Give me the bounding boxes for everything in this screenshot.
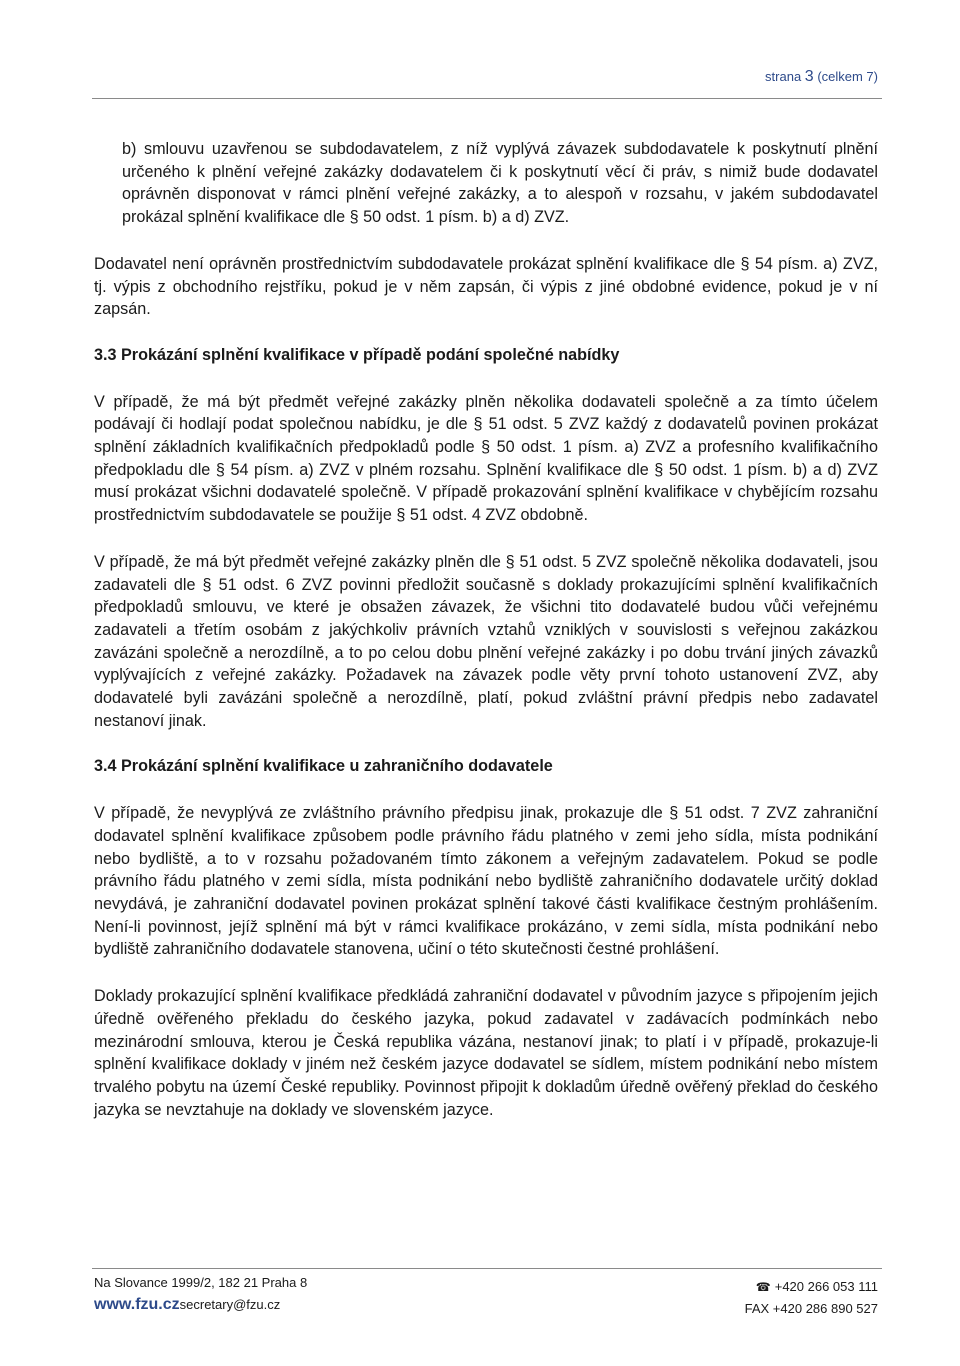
footer-website[interactable]: www.fzu.cz — [94, 1296, 180, 1313]
document-body — [94, 138, 878, 1121]
paragraph-b: b) smlouvu uzavřenou se subdodavatelem, z níž vyplývá závazek subdodavatele k poskytnutí plnění určeného k plnění veřejné zakázky dodavatelem či k poskytnutí věcí či práv, s nimiž bude dodavatel oprávněn disponovat v rámci plnění veřejné zakázky, a to alespoň v rozsahu, v jakém subdodavatel prokázal splnění kvalifikace dle § 50 odst. 1 písm. b) a d) ZVZ. — [122, 140, 878, 227]
page-total: (celkem 7) — [813, 69, 878, 84]
footer-address: Na Slovance 1999/2, 182 21 Praha 8 — [94, 1275, 308, 1290]
paragraph-3-3-a: V případě, že má být předmět veřejné zakázky plněn několika dodavateli společně a za tímto účelem podávají či hodlají podat společnou nabídku, je dle § 51 odst. 5 ZVZ každý z dodavatelů povinen prokázat splnění základních kvalifikačních předpokladů podle § 50 odst. 1 písm. a) ZVZ a profesního kvalifikačního předpokladu dle § 54 písm. a) ZVZ v plném rozsahu. Splnění kvalifikace dle § 50 odst. 1 písm. b) a d) ZVZ musí prokázat všichni dodavatelé společně. V případě prokazování splnění kvalifikace v chybějícím rozsahu prostřednictvím subdodavatele se použije § 51 odst. 4 ZVZ obdobně. — [94, 392, 878, 525]
footer-email[interactable]: secretary@fzu.cz — [179, 1297, 281, 1312]
page-number: 3 — [804, 68, 814, 85]
paragraph-3-3-b: V případě, že má být předmět veřejné zakázky plněn dle § 51 odst. 5 ZVZ společně několika dodavateli, jsou zadavateli dle § 51 odst. 6 ZVZ povinni předložit současně s doklady prokazujícími splnění kvalifikačních předpokladů smlouvu, ve které je obsažen závazek, že všichni tito dodavatelé budou vůči veřejnému zadavateli a třetím osobám z jakýchkoliv právních vztahů vzniklých v souvislosti s veřejnou zakázkou zavázáni společně a nerozdílně, a to po celou dobu plnění veřejné zakázky i po dobu trvání jiných závazků vyplývajících z veřejné zakázky. Požadavek na závazek podle věty první tohoto ustanovení ZVZ, aby dodavatelé byli zavázáni společně a nerozdílně, platí, pokud zvláštní právní předpis nebo zadavatel nestanoví jinak. — [94, 552, 878, 730]
footer-contact-left — [94, 1272, 307, 1316]
footer-fax: FAX +420 286 890 527 — [744, 1301, 878, 1316]
section-heading-3-3: 3.3 Prokázání splnění kvalifikace v případě podání společné nabídky — [94, 345, 620, 364]
page-counter — [765, 68, 878, 86]
footer-contact-right — [745, 1276, 878, 1320]
paragraph-3-4-b: Doklady prokazující splnění kvalifikace předkládá zahraniční dodavatel v původním jazyce s připojením jejich úředně ověřeného překladu do českého jazyka, pokud zadavatel v zadávacích podmínkách nebo mezinárodní smlouva, kterou je Česká republika vázána, nestanoví jinak; to platí i v případě, prokazuje-li splnění kvalifikace doklady v jiném než českém jazyce dodavatel se sídlem, místem podnikání nebo místem trvalého pobytu na území České republiky. Povinnost připojit k dokladům úředně ověřený překlad do českého jazyka se nevztahuje na doklady ve slovenském jazyce. — [94, 987, 878, 1119]
footer-phone: +420 266 053 111 — [774, 1279, 878, 1294]
paragraph-dodavatel: Dodavatel není oprávněn prostřednictvím subdodavatele prokázat splnění kvalifikace dle § 54 písm. a) ZVZ, tj. výpis z obchodního rejstříku, pokud je v něm zapsán, či výpis z jiné obdobné evidence, pokud je v ní zapsán. — [94, 254, 878, 319]
footer-divider — [92, 1268, 882, 1269]
section-heading-3-4: 3.4 Prokázání splnění kvalifikace u zahraničního dodavatele — [94, 757, 553, 776]
phone-icon: ☎ — [755, 1280, 771, 1294]
paragraph-3-4-a: V případě, že nevyplývá ze zvláštního právního předpisu jinak, prokazuje dle § 51 odst. 7 ZVZ zahraniční dodavatel splnění kvalifikace způsobem podle právního řádu platného v zemi jeho sídla, místa podnikání nebo bydliště, a to v rozsahu požadovaném tímto zákonem a veřejným zadavatelem. Pokud se podle právního řádu platného v zemi sídla, místa podnikání nebo bydliště zahraničního dodavatele určitý doklad nevydává, je zahraniční dodavatel povinen prokázat splnění takové části kvalifikace čestným prohlášením. Není-li povinnost, jejíž splnění má být v rámci kvalifikace prokázáno, v zemi sídla, místa podnikání nebo bydliště zahraničního dodavatele stanovena, učiní o této skutečnosti čestné prohlášení. — [94, 804, 878, 959]
page-prefix: strana — [765, 69, 805, 84]
header-divider — [92, 98, 882, 99]
